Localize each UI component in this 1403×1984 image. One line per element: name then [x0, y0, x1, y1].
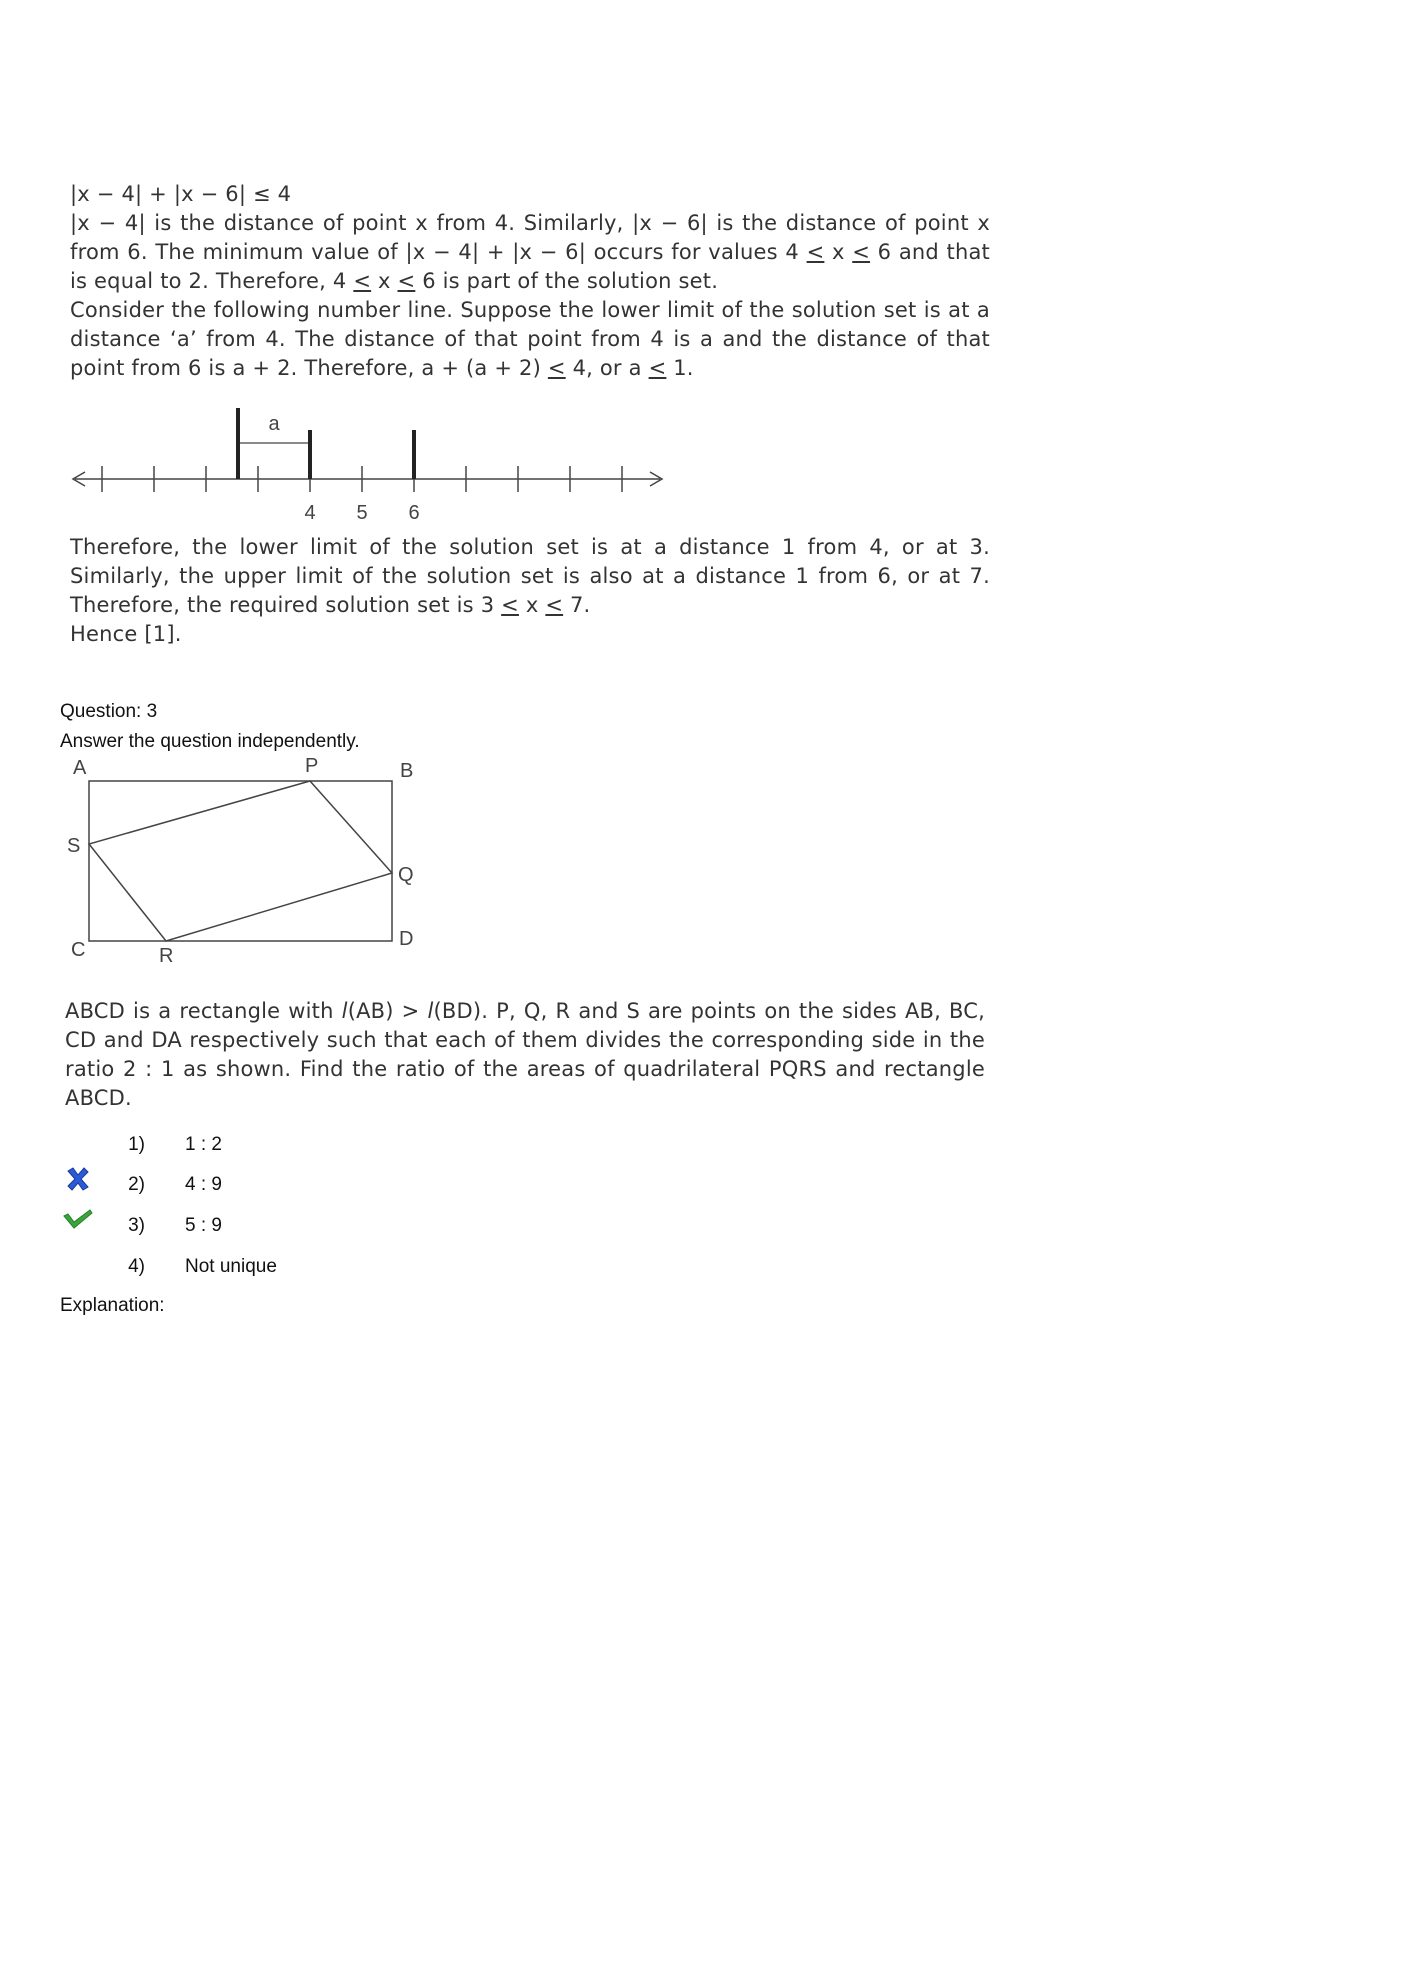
option-3[interactable]: 3) 5 : 9: [128, 1215, 222, 1236]
vertex-label-c: C: [71, 939, 86, 961]
vertex-label-p: P: [305, 755, 319, 777]
question-number: Question: 3: [60, 701, 158, 722]
tick-label-6: 6: [408, 502, 420, 524]
tick-label-4: 4: [304, 502, 316, 524]
label-a: a: [268, 413, 280, 435]
vertex-label-a: A: [73, 757, 87, 779]
vertex-label-s: S: [67, 835, 81, 857]
hence-answer: Hence [1].: [70, 622, 182, 646]
vertex-label-b: B: [400, 760, 414, 782]
rectangle-abcd: [89, 781, 392, 941]
rectangle-figure: [55, 752, 435, 972]
explanation-label: Explanation:: [60, 1295, 165, 1316]
vertex-label-q: Q: [398, 864, 414, 886]
tick-label-5: 5: [356, 502, 368, 524]
question-text: ABCD is a rectangle with l(AB) > l(BD). P, Q, R and S are points on the sides AB, BC, CD and DA respectively such that each of them divides the corresponding side in the ratio 2 : 1 as shown. Find the ratio of the areas of quadrilateral PQRS and rectangle ABCD.: [65, 999, 985, 1110]
question-instruction: Answer the question independently.: [60, 731, 360, 752]
vertex-label-d: D: [399, 928, 414, 950]
explanation-paragraph-3: Therefore, the lower limit of the solution set is at a distance 1 from 4, or at 3. Similarly, the upper limit of the solution set is also at a distance 1 from 6, or at 7. Therefore, the required solution set is 3 < x < 7. Hence [1].: [70, 533, 990, 649]
explanation-paragraph-1: |x − 4| is the distance of point x from 4. Similarly, |x − 6| is the distance of point x from 6. The minimum value of |x − 4| + |x − 6| occurs for values 4 < x < 6 and that is equal to 2. Therefore, 4 < x < 6 is part of the solution set.: [70, 211, 990, 293]
option-2[interactable]: 2) 4 : 9: [128, 1174, 222, 1195]
vertex-label-r: R: [159, 945, 174, 967]
quadrilateral-pqrs: [89, 781, 392, 941]
inequality-line: [70, 180, 990, 209]
option-4[interactable]: 4) Not unique: [128, 1256, 277, 1277]
option-1[interactable]: 1) 1 : 2: [128, 1134, 222, 1155]
number-line-figure: [65, 400, 675, 530]
inequality-text: |x − 4| + |x − 6| ≤ 4: [70, 182, 292, 206]
explanation-paragraph-2: Consider the following number line. Suppose the lower limit of the solution set is at a distance ‘a’ from 4. The distance of that point from 4 is a and the distance of that point from 6 is a + 2. Therefore, a + (a + 2) < 4, or a < 1.: [70, 298, 990, 380]
